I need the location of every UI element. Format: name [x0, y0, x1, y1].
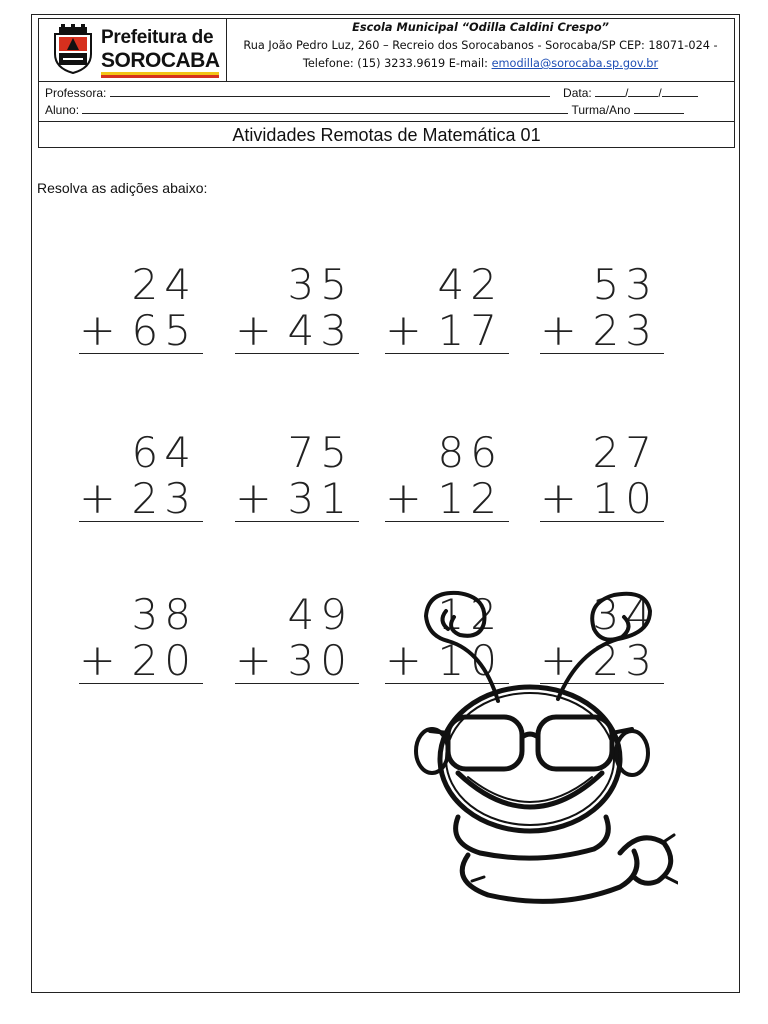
plus-sign: + — [235, 305, 272, 356]
plus-sign: + — [79, 305, 116, 356]
first-addend: 42 — [437, 260, 503, 309]
class-blank[interactable] — [634, 103, 684, 114]
teacher-label: Professora: — [45, 86, 107, 100]
first-addend: 24 — [131, 260, 197, 309]
second-addend: 23 — [592, 636, 658, 685]
second-addend: 10 — [592, 474, 658, 523]
logo-line-2: SOROCABA — [101, 49, 220, 72]
date-day-blank[interactable] — [595, 86, 625, 97]
plus-sign: + — [540, 473, 577, 524]
school-info — [227, 19, 734, 73]
logo-block — [39, 19, 227, 81]
addition-problem — [79, 590, 203, 686]
school-phone: Telefone: (15) 3233.9619 E-mail: — [302, 57, 492, 70]
second-addend: 23 — [131, 474, 197, 523]
first-addend: 34 — [592, 590, 658, 639]
answer-line[interactable] — [385, 353, 509, 354]
plus-sign: + — [235, 473, 272, 524]
answer-line[interactable] — [79, 353, 203, 354]
addition-problem — [235, 428, 359, 524]
school-contact — [227, 55, 734, 73]
plus-sign: + — [235, 635, 272, 686]
class-label: Turma/Ano — [571, 103, 631, 117]
second-addend: 12 — [437, 474, 503, 523]
answer-line[interactable] — [235, 683, 359, 684]
second-addend: 31 — [287, 474, 353, 523]
plus-sign: + — [385, 635, 422, 686]
plus-sign: + — [385, 473, 422, 524]
instruction-text: Resolva as adições abaixo: — [37, 180, 208, 196]
first-addend: 64 — [131, 428, 197, 477]
answer-line[interactable] — [385, 521, 509, 522]
first-addend: 27 — [592, 428, 658, 477]
answer-line[interactable] — [235, 521, 359, 522]
answer-line[interactable] — [540, 353, 664, 354]
school-address: Rua João Pedro Luz, 260 – Recreio dos Sorocabanos - Sorocaba/SP CEP: 18071-024 - — [243, 39, 718, 52]
second-addend: 65 — [131, 306, 197, 355]
teacher-blank[interactable] — [110, 86, 550, 97]
date-year-blank[interactable] — [662, 86, 698, 97]
second-addend: 30 — [287, 636, 353, 685]
teacher-row: Professora: Data: / / — [45, 86, 698, 102]
addition-problem — [79, 260, 203, 356]
city-crest-icon — [51, 24, 95, 74]
plus-sign: + — [385, 305, 422, 356]
first-addend: 75 — [287, 428, 353, 477]
addition-problem — [540, 260, 664, 356]
first-addend: 49 — [287, 590, 353, 639]
plus-sign: + — [540, 305, 577, 356]
addition-problem — [385, 260, 509, 356]
plus-sign: + — [540, 635, 577, 686]
page-title: Atividades Remotas de Matemática 01 — [38, 122, 735, 148]
logo-stripe-red — [101, 75, 219, 78]
answer-line[interactable] — [79, 521, 203, 522]
first-addend: 12 — [437, 590, 503, 639]
addition-problem — [235, 260, 359, 356]
answer-line[interactable] — [540, 521, 664, 522]
second-addend: 20 — [131, 636, 197, 685]
addition-problem — [540, 428, 664, 524]
student-info-box — [38, 82, 735, 122]
first-addend: 35 — [287, 260, 353, 309]
school-email-link[interactable]: emodilla@sorocaba.sp.gov.br — [491, 57, 659, 70]
second-addend: 23 — [592, 306, 658, 355]
plus-sign: + — [79, 635, 116, 686]
header-box — [38, 18, 735, 82]
worm-with-glasses-illustration — [388, 581, 678, 911]
logo-line-1: Prefeitura de — [101, 27, 214, 48]
date-label: Data: — [563, 86, 592, 100]
worksheet-page — [31, 14, 740, 993]
addition-problem — [385, 428, 509, 524]
answer-line[interactable] — [235, 353, 359, 354]
plus-sign: + — [79, 473, 116, 524]
second-addend: 17 — [437, 306, 503, 355]
student-label: Aluno: — [45, 103, 80, 117]
student-blank[interactable] — [82, 103, 568, 114]
addition-problem — [79, 428, 203, 524]
first-addend: 53 — [592, 260, 658, 309]
second-addend: 10 — [437, 636, 503, 685]
second-addend: 43 — [287, 306, 353, 355]
student-row — [45, 103, 684, 119]
addition-problem — [235, 590, 359, 686]
school-name: Escola Municipal “Odilla Caldini Crespo” — [352, 21, 609, 34]
date-month-blank[interactable] — [628, 86, 658, 97]
first-addend: 38 — [131, 590, 197, 639]
answer-line[interactable] — [79, 683, 203, 684]
first-addend: 86 — [437, 428, 503, 477]
